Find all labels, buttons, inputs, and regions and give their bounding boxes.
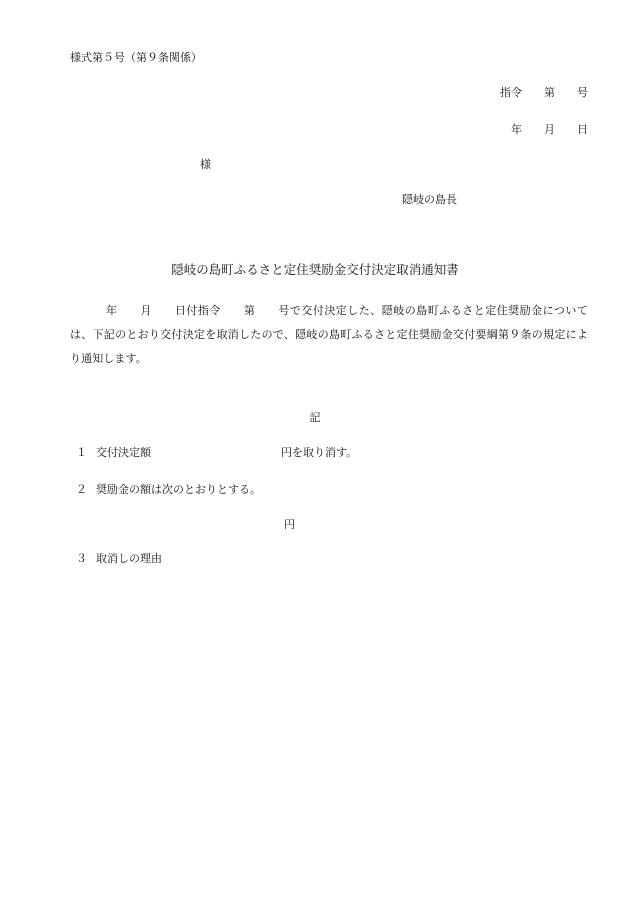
date-line — [511, 124, 588, 135]
date-year: 年 — [511, 123, 522, 136]
date-month: 月 — [544, 123, 555, 136]
item-1-suffix: 円を取り消す。 — [281, 446, 358, 459]
item-2-label: 奨励金の額は次のとおりとする。 — [96, 483, 261, 496]
directive-number-line — [500, 87, 588, 98]
directive-go: 号 — [577, 86, 588, 99]
document-title: 隠岐の島町ふるさと定住奨励金交付決定取消通知書 — [171, 262, 459, 277]
item-3-label: 取消しの理由 — [96, 552, 162, 565]
directive-dai: 第 — [544, 86, 555, 99]
body-paragraph: 年 月 日付指令 第 号で交付決定した、隠岐の島町ふるさと定住奨励金については、下記のとおり交付決定を取消したので、隠岐の島町ふるさと定住奨励金交付要綱第９条の規定により通知します。 — [70, 304, 588, 365]
item-3 — [76, 553, 162, 564]
record-heading: 記 — [309, 411, 321, 424]
directive-prefix: 指令 — [500, 86, 522, 99]
issuer-name: 隠岐の島長 — [402, 193, 457, 206]
addressee-suffix: 様 — [200, 158, 211, 171]
item-1 — [76, 447, 357, 458]
date-day: 日 — [577, 123, 588, 136]
form-label: 様式第５号（第９条関係） — [70, 51, 202, 64]
item-1-number: １ — [76, 446, 87, 459]
item-2-yen: 円 — [284, 518, 295, 531]
item-1-label: 交付決定額 — [96, 446, 151, 459]
item-2 — [76, 484, 261, 495]
item-2-number: ２ — [76, 483, 87, 496]
item-3-number: ３ — [76, 552, 87, 565]
